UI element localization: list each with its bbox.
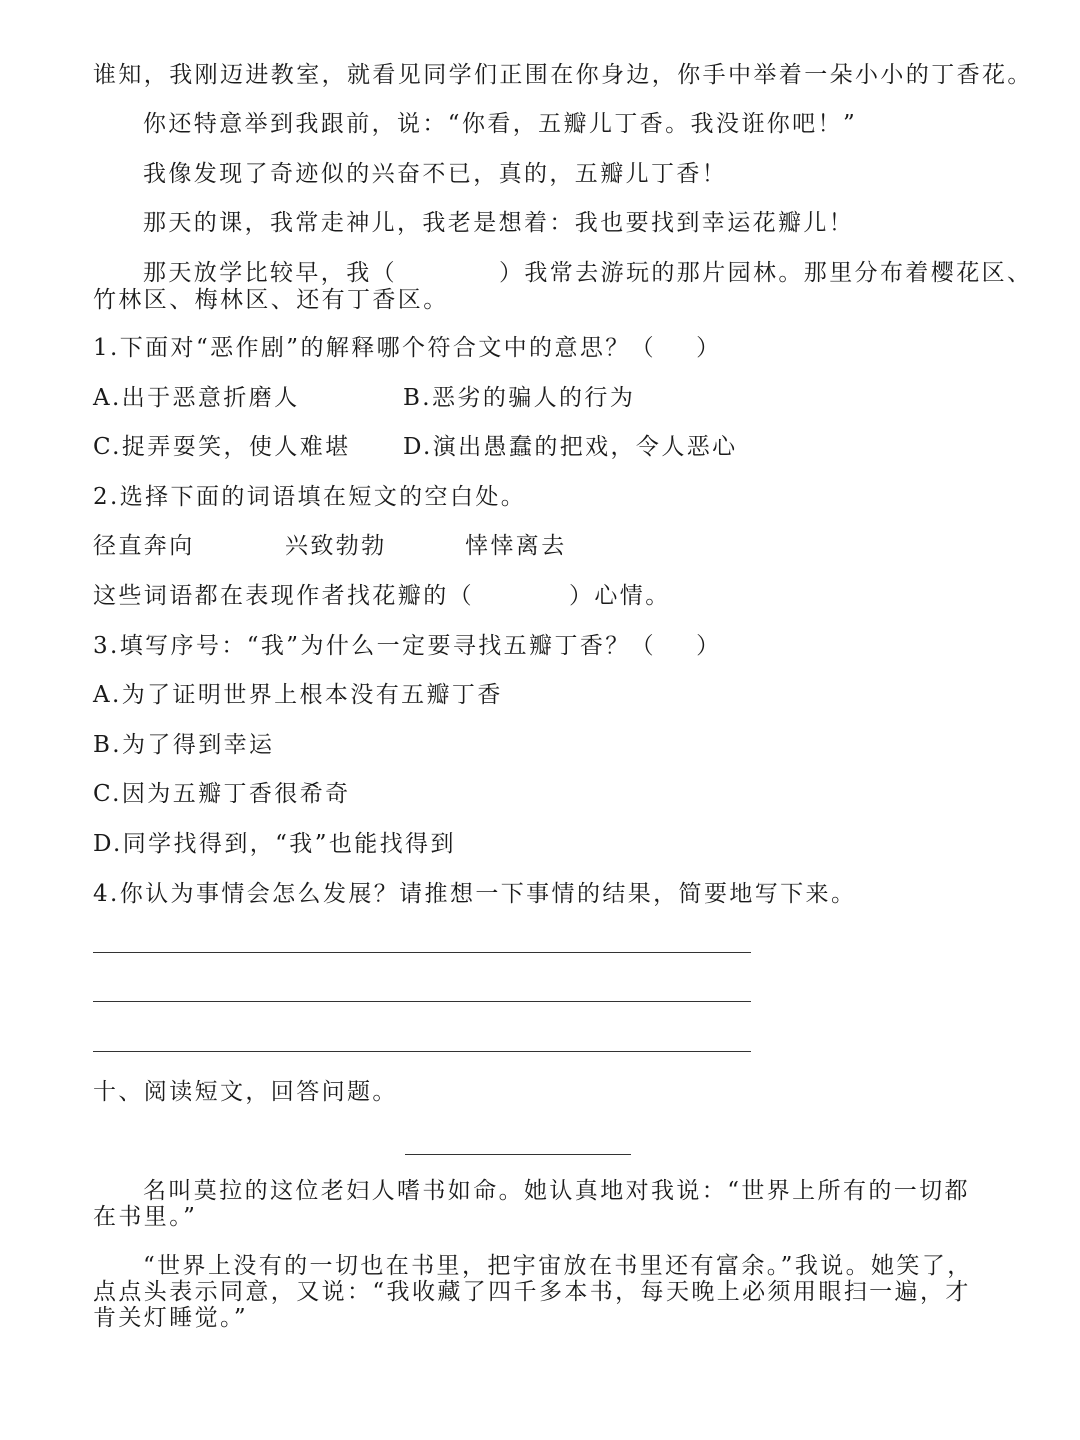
question-text: ） (696, 633, 722, 659)
passage-text: 那天放学比较早，我（ (143, 260, 397, 286)
answer-line[interactable] (93, 952, 751, 953)
passage-line: 竹林区、梅林区、还有丁香区。 (93, 287, 449, 313)
option-d: D.演出愚蠢的把戏，令人恶心 (403, 434, 738, 460)
word-choice: 悻悻离去 (465, 533, 567, 559)
question-text: ） (696, 335, 722, 361)
title-blank-line[interactable] (405, 1154, 631, 1155)
passage-line: 那天的课，我常走神儿，我老是想着：我也要找到幸运花瓣儿！ (143, 210, 855, 236)
option-a: A.为了证明世界上根本没有五瓣丁香 (93, 682, 503, 708)
question-text: 这些词语都在表现作者找花瓣的（ (93, 583, 474, 609)
option-b: B.恶劣的骗人的行为 (403, 385, 636, 411)
word-choice: 径直奔向 (93, 533, 195, 559)
passage-line: 我像发现了奇迹似的兴奋不已，真的，五瓣儿丁香！ (143, 161, 728, 187)
question-2-stem: 2.选择下面的词语填在短文的空白处。 (93, 484, 527, 510)
question-text: 1.下面对“恶作剧”的解释哪个符合文中的意思？（ (93, 335, 657, 361)
question-2-line (93, 582, 671, 610)
word-choice: 兴致勃勃 (285, 533, 387, 559)
answer-line[interactable] (93, 1001, 751, 1002)
passage-line: 你还特意举到我跟前，说：“你看，五瓣儿丁香。我没诳你吧！” (143, 111, 858, 137)
option-b: B.为了得到幸运 (93, 732, 275, 758)
option-c: C.因为五瓣丁香很希奇 (93, 781, 351, 807)
question-text: 3.填写序号：“我”为什么一定要寻找五瓣丁香？（ (93, 633, 657, 659)
question-4-stem: 4.你认为事情会怎么发展？请推想一下事情的结果，简要地写下来。 (93, 881, 857, 907)
question-1-stem (93, 334, 721, 362)
option-c: C.捉弄耍笑，使人难堪 (93, 434, 351, 460)
reading-paragraph: “世界上没有的一切也在书里，把宇宙放在书里还有富余。”我说。她笑了，点点头表示同意，又说：“我收藏了四千多本书，每天晚上必须用眼扫一遍，才肯关灯睡觉。” (93, 1253, 973, 1331)
option-a: A.出于恶意折磨人 (93, 385, 300, 411)
passage-line: 谁知，我刚迈进教室，就看见同学们正围在你身边，你手中举着一朵小小的丁香花。 (93, 62, 1033, 88)
reading-paragraph: 名叫莫拉的这位老妇人嗜书如命。她认真地对我说：“世界上所有的一切都在书里。” (93, 1178, 970, 1230)
passage-line-with-blank (143, 259, 1032, 287)
question-text: ）心情。 (569, 583, 671, 609)
passage-text: ）我常去游玩的那片园林。那里分布着樱花区、 (499, 260, 1033, 286)
option-d: D.同学找得到，“我”也能找得到 (93, 831, 456, 857)
question-3-stem (93, 632, 721, 660)
section-heading: 十、阅读短文，回答问题。 (93, 1079, 398, 1105)
answer-line[interactable] (93, 1051, 751, 1052)
